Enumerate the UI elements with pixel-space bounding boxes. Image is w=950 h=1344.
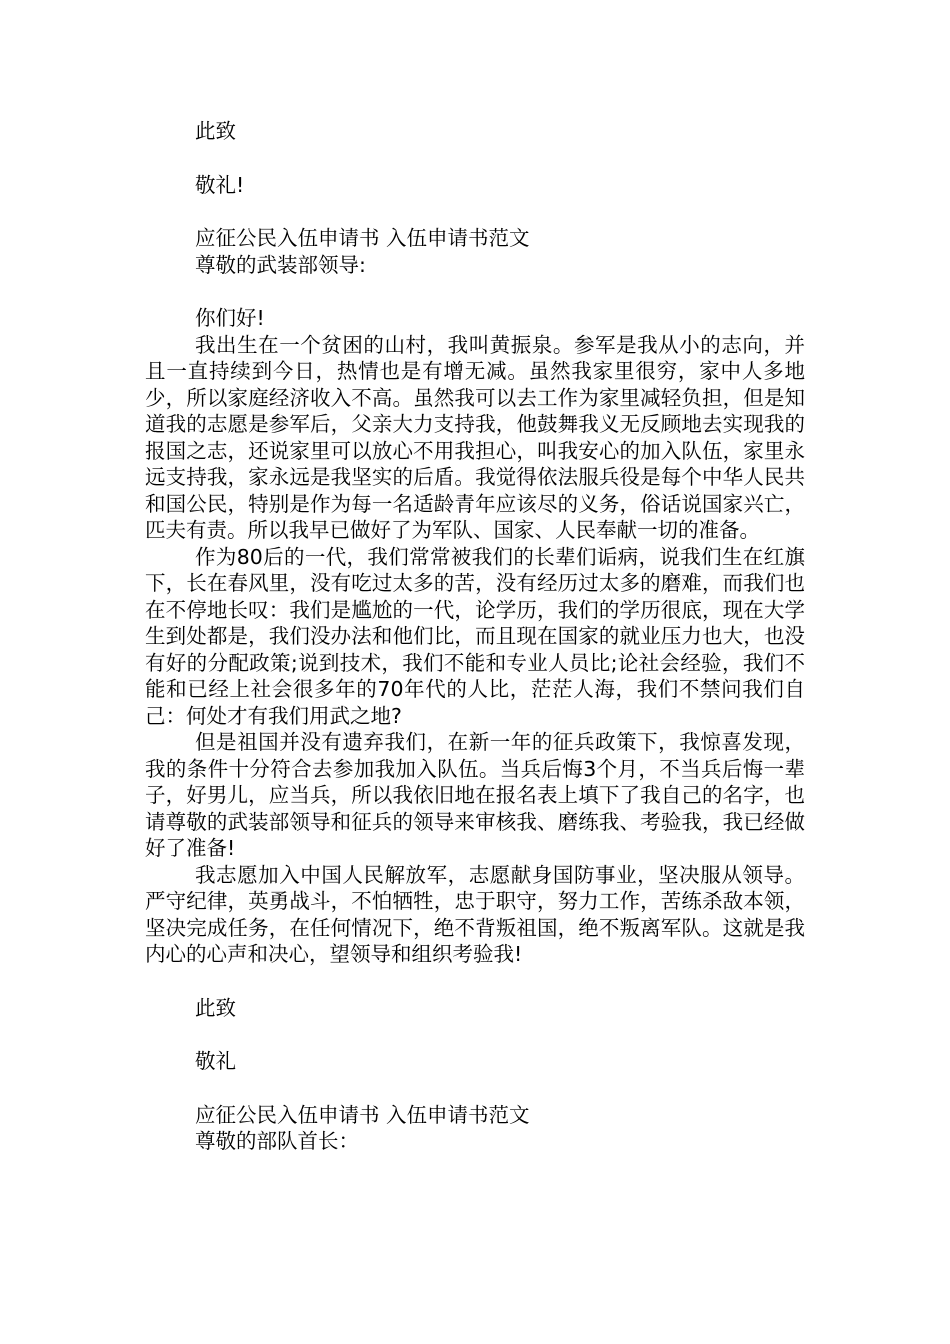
letter-title-3: 应征公民入伍申请书 入伍申请书范文 <box>195 1102 530 1127</box>
closing-salute-1: 此致 <box>195 119 236 143</box>
letter-title-2: 应征公民入伍申请书 入伍申请书范文 <box>195 226 530 250</box>
body-paragraph-2: 作为80后的一代，我们常常被我们的长辈们诟病，说我们生在红旗下，长在春风里，没有吃过太多的苦，没有经历过太多的磨难，而我们也在不停地长叹：我们是尴尬的一代，论学历，我们的学历很底，现在大学生到处都是，我们没办法和他们比，而且现在国家的就业压力也大，也没有好的分配政策;说到技术，我们不能和专业人员比;论社会经验，我们不能和已经上社会很多年的70年代的人比，茫茫人海，我们不禁问我们自己：何处才有我们用武之地? <box>145 544 805 728</box>
body-paragraph-3: 但是祖国并没有遗弃我们，在新一年的征兵政策下，我惊喜发现，我的条件十分符合去参加我加入队伍。当兵后悔3个月，不当兵后悔一辈子，好男儿，应当兵，所以我依旧地在报名表上填下了我自己的名字，也请尊敬的武装部领导和征兵的领导来审核我、磨练我、考验我，我已经做好了准备! <box>145 730 805 860</box>
body-paragraph-1: 我出生在一个贫困的山村，我叫黄振泉。参军是我从小的志向，并且一直持续到今日，热情也是有增无减。虽然我家里很穷，家中人多地少，所以家庭经济收入不高。虽然我可以去工作为家里减轻负担，但是知道我的志愿是参军后，父亲大力支持我，他鼓舞我义无反顾地去实现我的报国之志，还说家里可以放心不用我担心，叫我安心的加入队伍，家里永远支持我，家永远是我坚实的后盾。我觉得依法服兵役是每个中华人民共和国公民，特别是作为每一名适龄青年应该尽的义务，俗话说国家兴亡，匹夫有责。所以我早已做好了为军队、国家、人民奉献一切的准备。 <box>145 332 805 542</box>
closing-respect-2: 敬礼 <box>195 1049 236 1073</box>
closing-salute-2: 此致 <box>195 995 236 1020</box>
document-body <box>145 118 805 1155</box>
salutation-3: 尊敬的部队首长： <box>195 1129 359 1153</box>
closing-respect-1: 敬礼! <box>195 172 245 197</box>
greeting-2: 你们好! <box>195 306 265 330</box>
body-paragraph-4: 我志愿加入中国人民解放军，志愿献身国防事业，坚决服从领导。严守纪律，英勇战斗，不怕牺牲，忠于职守，努力工作，苦练杀敌本领，坚决完成任务，在任何情况下，绝不背叛祖国，绝不叛离军队。这就是我内心的心声和决心，望领导和组织考验我! <box>145 862 805 966</box>
salutation-2: 尊敬的武装部领导: <box>195 252 366 277</box>
